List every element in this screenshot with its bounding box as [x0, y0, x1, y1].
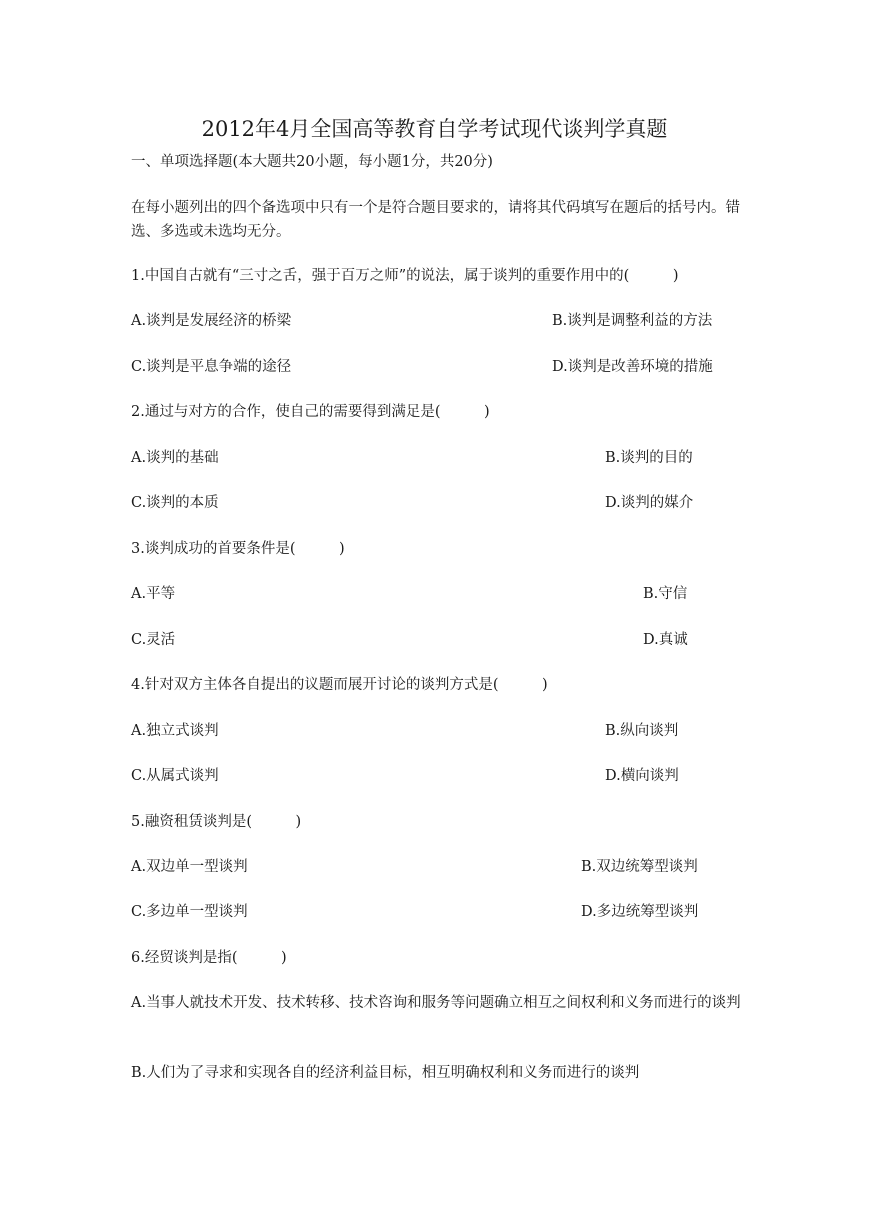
question-3-option-d: D.真诚 [643, 632, 688, 648]
question-4-option-a: A.独立式谈判 [131, 723, 219, 739]
question-5-option-b: B.双边统筹型谈判 [581, 859, 698, 875]
question-1-option-c: C.谈判是平息争端的途径 [131, 359, 292, 375]
question-1-stem: 1.中国自古就有“三寸之舌，强于百万之师”的说法，属于谈判的重要作用中的( ) [131, 268, 679, 284]
section-heading: 一、单项选择题(本大题共20小题，每小题1分，共20分) [131, 154, 493, 170]
question-2-option-d: D.谈判的媒介 [605, 495, 694, 511]
page-title: 2012年4月全国高等教育自学考试现代谈判学真题 [201, 117, 668, 141]
question-4-option-d: D.横向谈判 [605, 768, 679, 784]
question-1-option-d: D.谈判是改善环境的措施 [552, 359, 713, 375]
question-2-option-c: C.谈判的本质 [131, 495, 219, 511]
question-5-option-d: D.多边统筹型谈判 [581, 904, 699, 920]
instructions: 在每小题列出的四个备选项中只有一个是符合题目要求的，请将其代码填写在题后的括号内。错选、多选或未选均无分。 [131, 200, 740, 240]
question-5-option-c: C.多边单一型谈判 [131, 904, 248, 920]
question-6-stem: 6.经贸谈判是指( ) [131, 950, 287, 966]
question-1-option-a: A.谈判是发展经济的桥梁 [131, 313, 292, 329]
question-3-stem: 3.谈判成功的首要条件是( ) [131, 541, 345, 557]
question-5-stem: 5.融资租赁谈判是( ) [131, 814, 302, 830]
question-2-stem: 2.通过与对方的合作，使自己的需要得到满足是( ) [131, 404, 490, 420]
question-6-option-a: A.当事人就技术开发、技术转移、技术咨询和服务等问题确立相互之间权利和义务而进行的谈判 [131, 995, 741, 1011]
question-4-stem: 4.针对双方主体各自提出的议题而展开讨论的谈判方式是( ) [131, 677, 548, 693]
question-4-option-c: C.从属式谈判 [131, 768, 219, 784]
question-3-option-a: A.平等 [131, 586, 176, 602]
question-2-option-b: B.谈判的目的 [605, 450, 693, 466]
question-3-option-b: B.守信 [643, 586, 688, 602]
question-4-option-b: B.纵向谈判 [605, 723, 679, 739]
question-6-option-b: B.人们为了寻求和实现各自的经济利益目标，相互明确权利和义务而进行的谈判 [131, 1065, 640, 1081]
question-3-option-c: C.灵活 [131, 632, 176, 648]
question-2-option-a: A.谈判的基础 [131, 450, 219, 466]
question-5-option-a: A.双边单一型谈判 [131, 859, 248, 875]
question-1-option-b: B.谈判是调整利益的方法 [552, 313, 713, 329]
